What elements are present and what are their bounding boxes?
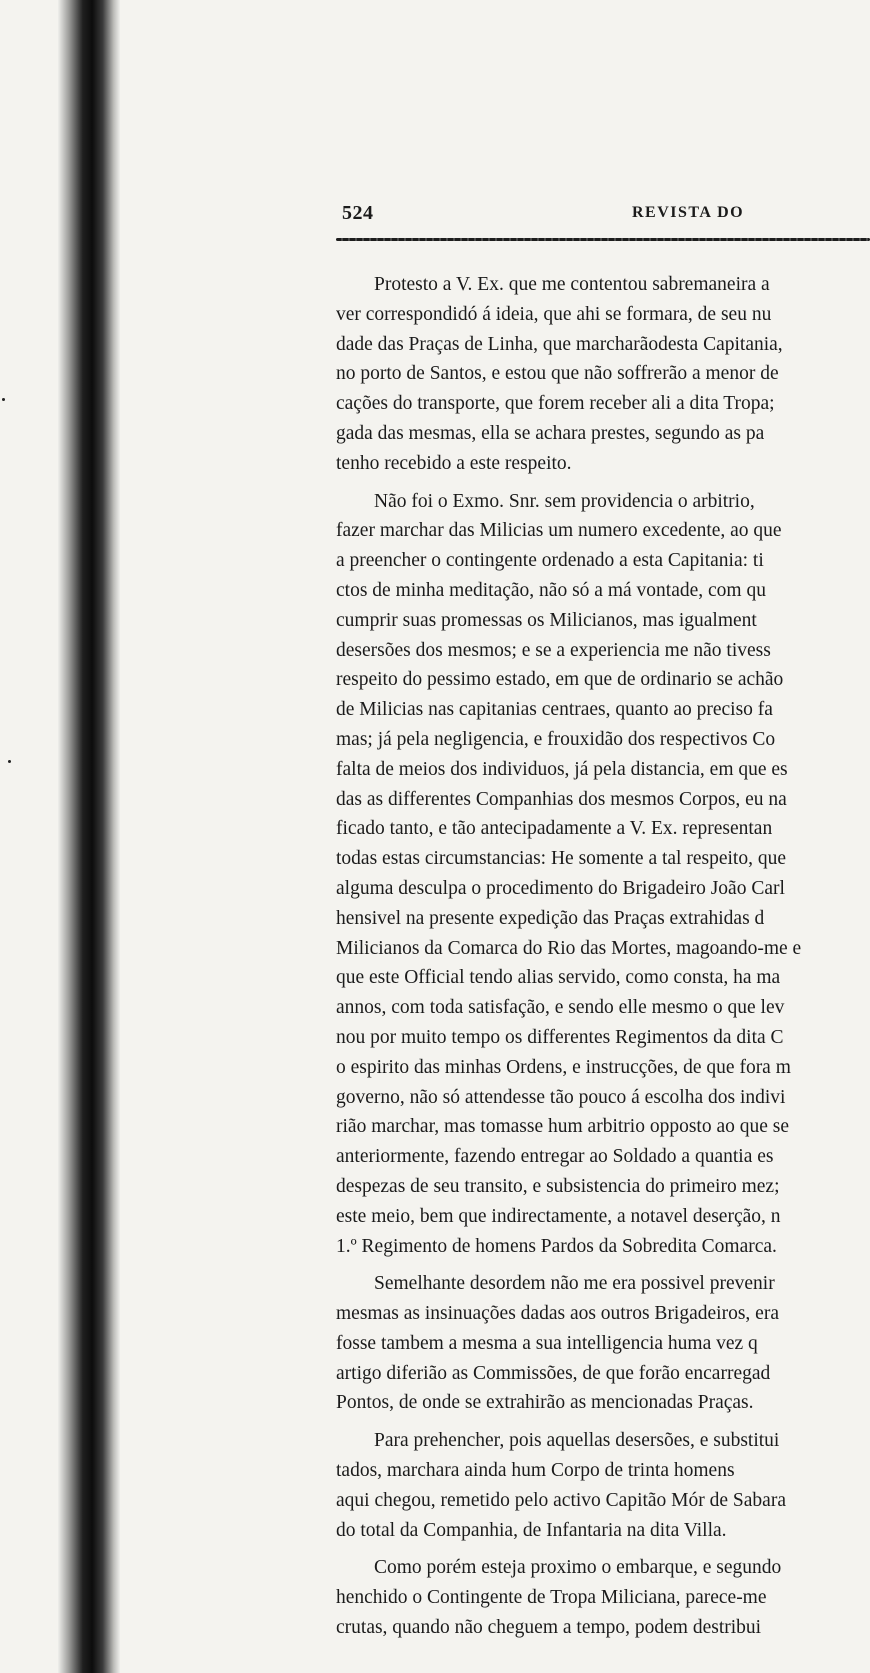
text-line: mesmas as insinuações dadas aos outros Brigadeiros, era xyxy=(336,1303,779,1325)
paragraph-gap xyxy=(336,1545,870,1553)
text-line: annos, com toda satisfação, e sendo elle mesmo o que lev xyxy=(336,997,785,1019)
text-line: ver correspondidó á ideia, que ahi se formara, de seu nu xyxy=(336,303,772,325)
body-text xyxy=(336,270,870,1673)
text-line: tenho recebido a este respeito. xyxy=(336,452,572,474)
text-line: no porto de Santos, e estou que não soffrerão a menor de xyxy=(336,363,779,385)
text-line: Semelhante desordem não me era possivel prevenir xyxy=(374,1273,775,1295)
text-line: henchido o Contingente de Tropa Miliciana, parece-me xyxy=(336,1587,767,1609)
text-line: Milicianos da Comarca do Rio das Mortes, magoando-me e xyxy=(336,937,802,959)
text-line: este meio, bem que indirectamente, a notavel deserção, n xyxy=(336,1205,781,1227)
text-line: das as differentes Companhias dos mesmos Corpos, eu na xyxy=(336,788,787,810)
paragraph-gap xyxy=(336,1261,870,1269)
text-line: ctos de minha meditação, não só a má vontade, com qu xyxy=(336,579,766,601)
text-line: gada das mesmas, ella se achara prestes, segundo as pa xyxy=(336,422,765,444)
paragraph-gap xyxy=(336,1418,870,1426)
text-line: 1.º Regimento de homens Pardos da Sobredita Comarca. xyxy=(336,1235,777,1257)
paragraph xyxy=(336,270,870,479)
header-rule xyxy=(336,238,870,241)
text-line: desersões dos mesmos; e se a experiencia me não tivess xyxy=(336,639,771,661)
paragraph xyxy=(336,1269,870,1418)
text-line: Pontos, de onde se extrahirão as mencionadas Praças. xyxy=(336,1392,754,1414)
text-line: o espirito das minhas Ordens, e instrucções, de que fora m xyxy=(336,1056,791,1078)
text-line: que este Official tendo alias servido, como consta, ha ma xyxy=(336,967,781,989)
text-line: respeito do pessimo estado, em que de ordinario se achão xyxy=(336,669,784,691)
text-line: rião marchar, mas tomasse hum arbitrio opposto ao que se xyxy=(336,1116,790,1138)
text-line: ficado tanto, e tão antecipadamente a V. Ex. representan xyxy=(336,818,773,840)
text-line: fazer marchar das Milicias um numero excedente, ao que xyxy=(336,520,782,542)
paragraph xyxy=(336,1553,870,1642)
text-line: anteriormente, fazendo entregar ao Soldado a quantia es xyxy=(336,1146,774,1168)
text-line: de Milicias nas capitanias centraes, quanto ao preciso fa xyxy=(336,699,773,721)
text-line: a preencher o contingente ordenado a esta Capitania: ti xyxy=(336,550,764,572)
text-line: governo, não só attendesse tão pouco á escolha dos indivi xyxy=(336,1086,786,1108)
text-line: do total da Companhia, de Infantaria na dita Villa. xyxy=(336,1519,727,1541)
text-line: hensivel na presente expedição das Praças extrahidas d xyxy=(336,907,765,929)
text-line: tados, marchara ainda hum Corpo de trinta homens xyxy=(336,1460,735,1482)
text-line: Como porém esteja proximo o embarque, e segundo xyxy=(374,1557,782,1579)
text-line: Para prehencher, pois aquellas desersões, e substitui xyxy=(374,1430,780,1452)
text-line: todas estas circumstancias: He somente a tal respeito, que xyxy=(336,848,786,870)
text-line: nou por muito tempo os differentes Regimentos da dita C xyxy=(336,1026,784,1048)
paragraph xyxy=(336,1426,870,1545)
text-line: Não foi o Exmo. Snr. sem providencia o arbitrio, xyxy=(374,490,755,512)
text-line: artigo diferião as Commissões, de que forão encarregad xyxy=(336,1362,771,1384)
text-line: crutas, quando não cheguem a tempo, podem destribui xyxy=(336,1617,762,1639)
text-line: cações do transporte, que forem receber ali a dita Tropa; xyxy=(336,393,775,415)
text-line: alguma desculpa o procedimento do Brigadeiro João Carl xyxy=(336,877,785,899)
paragraph-gap xyxy=(336,479,870,487)
text-line: mas; já pela negligencia, e frouxidão dos respectivos Co xyxy=(336,728,776,750)
text-line: despezas de seu transito, e subsistencia do primeiro mez; xyxy=(336,1175,780,1197)
paragraph xyxy=(336,487,870,1262)
text-line: dade das Praças de Linha, que marcharãodesta Capitania, xyxy=(336,333,783,355)
text-line: cumprir suas promessas os Milicianos, mas igualment xyxy=(336,609,757,631)
page-number: 524 xyxy=(342,202,374,224)
page-header xyxy=(342,202,870,228)
running-title: REVISTA DO xyxy=(632,204,745,221)
text-line: Protesto a V. Ex. que me contentou sabremaneira a xyxy=(374,274,770,295)
text-line: falta de meios dos individuos, já pela distancia, em que es xyxy=(336,758,788,780)
text-line: fosse tambem a mesma a sua intelligencia huma vez q xyxy=(336,1332,758,1354)
text-line: aqui chegou, remetido pelo activo Capitão Mór de Sabara xyxy=(336,1489,786,1511)
